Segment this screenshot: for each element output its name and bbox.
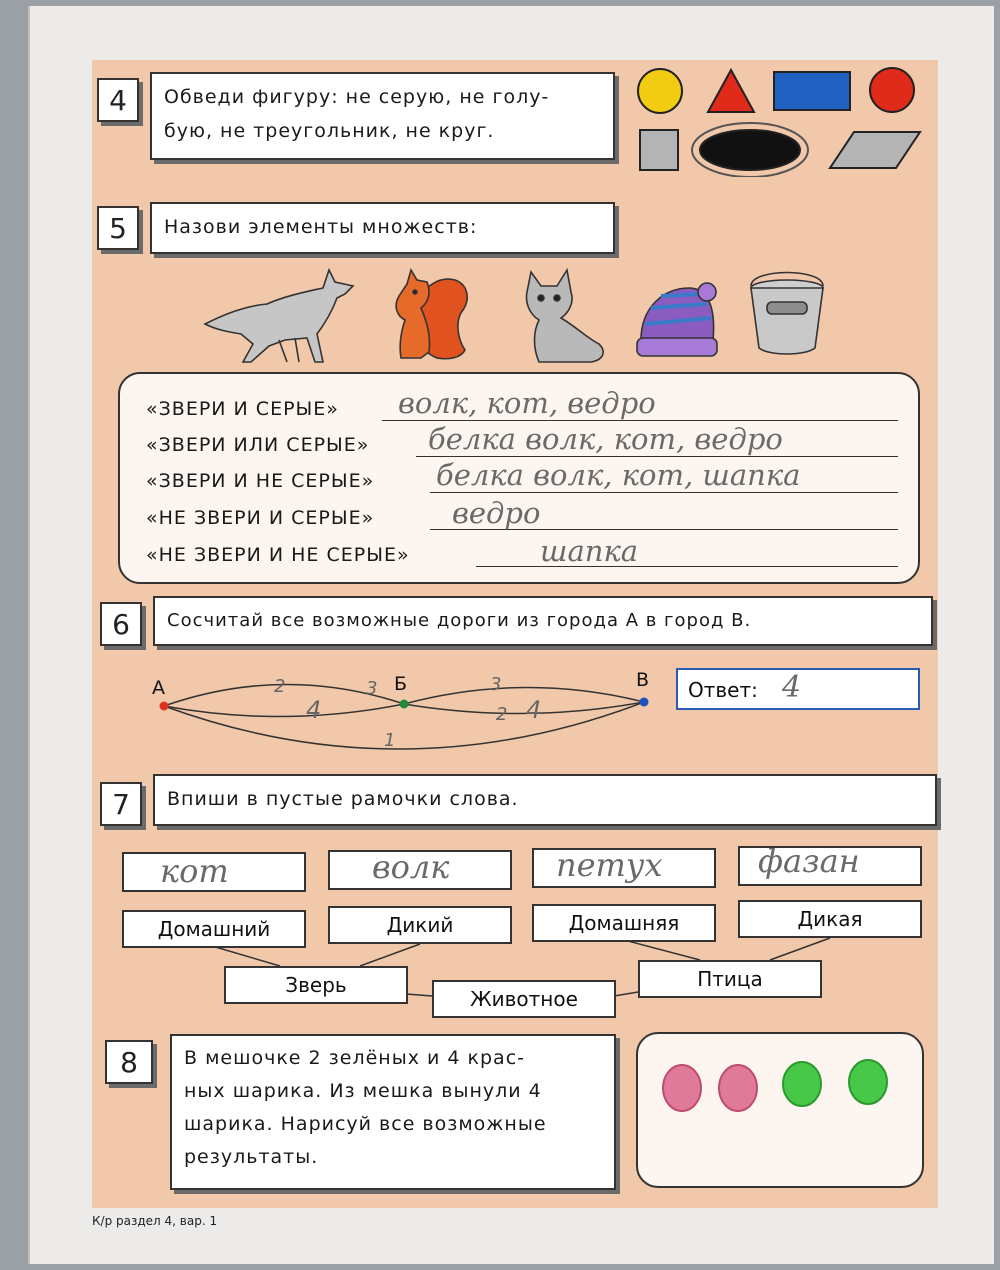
- task-4-number: 4: [97, 78, 139, 122]
- city-b-label: Б: [394, 673, 408, 695]
- task-8-line-1: В мешочке 2 зелёных и 4 крас-: [184, 1047, 525, 1069]
- handwritten-answer-5: шапка: [540, 534, 639, 568]
- task-5-text: Назови элементы множеств:: [150, 202, 615, 254]
- word-box-zver: Зверь: [224, 966, 408, 1004]
- task-5-number: 5: [97, 206, 139, 250]
- word-box-dikiy: Дикий: [328, 906, 512, 944]
- road-mark-6: 4: [526, 696, 542, 724]
- task-7-text: Впиши в пустые рамочки слова.: [153, 774, 937, 826]
- handwritten-word-2: волк: [372, 848, 450, 886]
- pink-ball-1: [663, 1065, 701, 1111]
- task-8-line-4: результаты.: [184, 1146, 319, 1168]
- set-label-2: «ЗВЕРИ ИЛИ СЕРЫЕ»: [146, 434, 370, 456]
- pink-ball-2: [719, 1065, 757, 1111]
- handwritten-answer-2: белка волк, кот, ведро: [428, 422, 783, 456]
- handwritten-word-3: петух: [556, 846, 663, 884]
- task-8-line-3: шарика. Нарисуй все возможные: [184, 1113, 547, 1135]
- answer-label: Ответ:: [688, 678, 758, 702]
- word-box-dikaya: Дикая: [738, 900, 922, 938]
- word-box-ptitsa: Птица: [638, 960, 822, 998]
- green-ball-1: [783, 1062, 821, 1106]
- word-box-domashniy: Домашний: [122, 910, 306, 948]
- road-mark-4: 3: [490, 674, 502, 695]
- city-v-label: В: [636, 669, 650, 691]
- task-4-line-1: Обведи фигуру: не серую, не голу-: [164, 86, 550, 108]
- handwritten-word-4: фазан: [758, 842, 860, 880]
- handwritten-answer-1: волк, кот, ведро: [398, 386, 656, 420]
- green-ball-2: [849, 1060, 887, 1104]
- road-mark-3: 3: [366, 678, 378, 699]
- handwritten-word-1: кот: [160, 852, 229, 890]
- answer-value: 4: [782, 670, 802, 705]
- set-label-4: «НЕ ЗВЕРИ И СЕРЫЕ»: [146, 507, 375, 529]
- set-label-1: «ЗВЕРИ И СЕРЫЕ»: [146, 398, 339, 420]
- task-6-text: Сосчитай все возможные дороги из города А в город В.: [153, 596, 933, 646]
- road-mark-7: 1: [384, 730, 396, 751]
- word-box-zhivotnoe: Животное: [432, 980, 616, 1018]
- task-8-text: [170, 1034, 616, 1190]
- road-mark-5: 2: [496, 704, 508, 725]
- set-label-3: «ЗВЕРИ И НЕ СЕРЫЕ»: [146, 470, 375, 492]
- set-label-5: «НЕ ЗВЕРИ И НЕ СЕРЫЕ»: [146, 544, 410, 566]
- task-8-line-2: ных шарика. Из мешка вынули 4: [184, 1080, 542, 1102]
- task-6-number: 6: [100, 602, 142, 646]
- drawn-balls: [650, 1052, 910, 1132]
- city-a-label: А: [152, 677, 165, 699]
- handwritten-answer-3: белка волк, кот, шапка: [436, 458, 801, 492]
- road-mark-1: 2: [274, 676, 286, 697]
- handwritten-answer-4: ведро: [452, 496, 541, 530]
- task-8-number: 8: [105, 1040, 153, 1084]
- road-mark-2: 4: [306, 696, 322, 724]
- task-4-line-2: бую, не треугольник, не круг.: [164, 120, 495, 142]
- task-7-number: 7: [100, 782, 142, 826]
- word-box-domashnyaya: Домашняя: [532, 904, 716, 942]
- page-footer: К/р раздел 4, вар. 1: [92, 1214, 218, 1228]
